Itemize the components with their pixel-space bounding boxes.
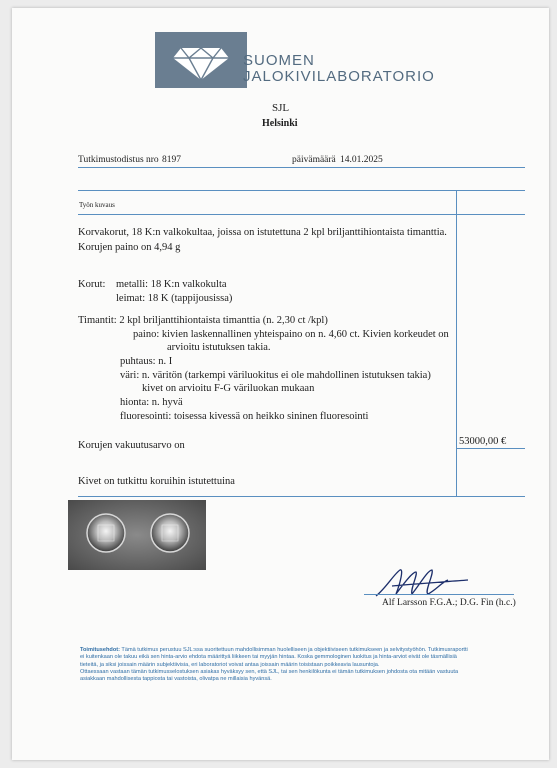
- terms-line-5: asiakkaan mahdollisesta tappiosta tai vastoista, olivatpa ne millaisia hyvänsä.: [80, 676, 272, 683]
- insurance-value-label: Korujen vakuutusarvo on: [78, 440, 185, 451]
- diamonds-line-1: Timantit: 2 kpl briljanttihiontaista timanttia (n. 2,30 ct /kpl): [78, 315, 328, 326]
- terms-block: [80, 647, 530, 683]
- table-top-line: [78, 190, 525, 191]
- logo-line-2: JALOKIVILABORATORIO: [243, 68, 435, 85]
- diamonds-weight: paino: kivien laskennallinen yhteispaino on n. 4,60 ct. Kivien korkeudet on: [133, 329, 449, 340]
- korut-marks: leimat: 18 K (tappijousissa): [116, 293, 233, 304]
- diamonds-weight-note: arvioitu istutuksen takia.: [167, 342, 271, 353]
- signature-line: [364, 594, 514, 595]
- cut-grade: hionta: n. hyvä: [120, 397, 183, 408]
- description-line-1: Korvakorut, 18 K:n valkokultaa, joissa on istutettuna 2 kpl briljanttihiontaista timanttia.: [78, 227, 447, 238]
- date-label: päivämäärä: [292, 155, 336, 165]
- date-value: 14.01.2025: [340, 155, 383, 165]
- table-bottom-line: [78, 496, 525, 497]
- diamond-icon: [155, 32, 247, 88]
- earrings-photo: [68, 500, 206, 570]
- value-cell-line: [456, 448, 525, 449]
- terms-line-2: ei kuitenkaan ole takuu eikä sen hinta-arvio ehdota määrittyä liikkeen tai myyjän hintaa. Koska gemmologinen luokitus ja hinta-arviot eivät ole täsmällisiä: [80, 654, 457, 661]
- lab-abbrev: SJL: [272, 102, 290, 114]
- cert-row-underline: [78, 167, 525, 168]
- cert-number-value: 8197: [162, 155, 181, 165]
- description-line-2: Korujen paino on 4,94 g: [78, 242, 181, 253]
- value-column-divider: [456, 190, 457, 496]
- color-grade: väri: n. väritön (tarkempi väriluokitus ei ole mahdollinen istutuksen takia): [120, 370, 431, 381]
- terms-line-3: tieteitä, ja siksi joissain määrin subjektiivisia, eri laboratoriot voivat antaa joissain määrin toisistaan poikkeavia lausuntoja.: [80, 661, 380, 668]
- section-label: Työn kuvaus: [79, 201, 115, 209]
- clarity: puhtaus: n. I: [120, 356, 173, 367]
- korut-metal: metalli: 18 K:n valkokulta: [116, 279, 227, 290]
- terms-line-4: Ottaessaan vastaan tämän tutkimusselostuksen asiakas hyväksyy sen, että SJL, tai sen henkilökunta ei tämän tutkimuksen johdosta ota mitään vastuuta: [80, 668, 459, 675]
- section-header-line: [78, 214, 525, 215]
- terms-line-1: Toimitusehdot: Tämä tutkimus perustuu SJL:ssa suoritettuun mahdollisimman huolelliseen ja objektiiviseen tutkimukseen ja selvitystyöhön. Tutkimusraportti: [80, 647, 468, 653]
- insurance-value-amount: 53000,00 €: [459, 436, 507, 447]
- korut-label: Korut:: [78, 279, 106, 290]
- examination-note: Kivet on tutkittu koruihin istutettuina: [78, 476, 235, 487]
- signatory-name: Alf Larsson F.G.A.; D.G. Fin (h.c.): [382, 598, 516, 608]
- color-grade-note: kivet on arvioitu F-G väriluokan mukaan: [142, 383, 315, 394]
- fluorescence: fluoresointi: toisessa kivessä on heikko sininen fluoresointi: [120, 411, 369, 422]
- cert-number-label: Tutkimustodistus nro: [78, 155, 159, 165]
- lab-city: Helsinki: [262, 118, 298, 129]
- logo-line-1: SUOMEN: [243, 52, 315, 69]
